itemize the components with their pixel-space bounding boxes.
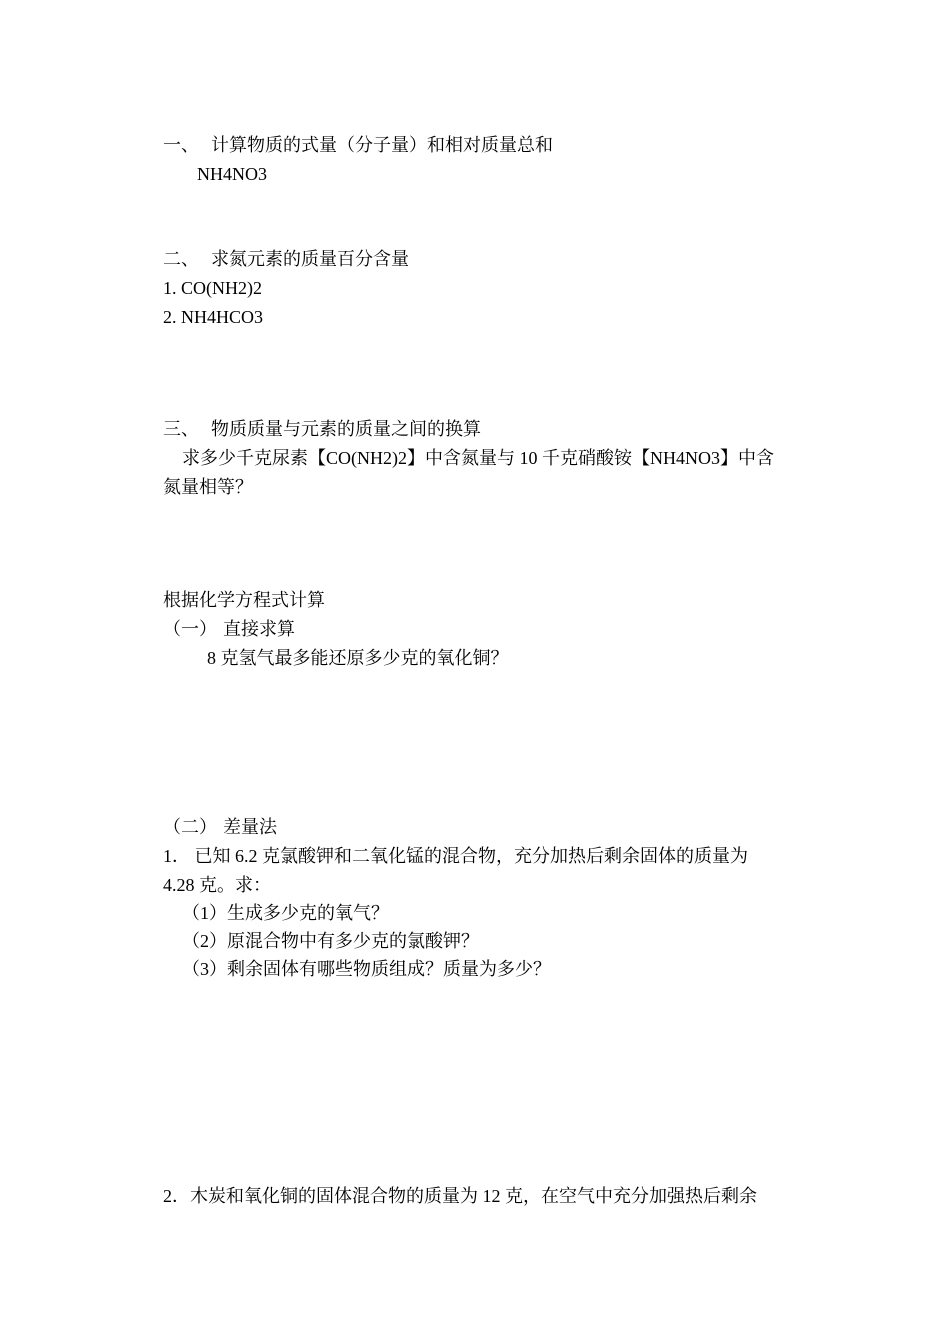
section3-marker: 三、 (163, 419, 199, 439)
section3-heading (163, 416, 481, 442)
section2-item-1: 1. CO(NH2)2 (163, 278, 262, 298)
section1-title: 计算物质的式量（分子量）和相对质量总和 (211, 135, 553, 155)
problem1-part-3: （3）剩余固体有哪些物质组成？质量为多少？ (182, 959, 551, 979)
sub1-marker: （一） (163, 619, 217, 639)
sub2-marker: （二） (163, 817, 217, 837)
section3-question-line-1: 求多少千克尿素【CO(NH2)2】中含氮量与 10 千克硝酸铵【NH4NO3】中含 (182, 448, 774, 468)
section1-marker: 一、 (163, 135, 199, 155)
problem1-part-1: （1）生成多少克的氧气？ (182, 903, 389, 923)
sub1-heading (163, 616, 295, 642)
section2-item-2: 2. NH4HCO3 (163, 307, 264, 327)
sub2-heading (163, 814, 277, 840)
problem2-line-1: 2．木炭和氧化铜的固体混合物的质量为 12 克，在空气中充分加强热后剩余 (163, 1186, 757, 1206)
section4-heading: 根据化学方程式计算 (163, 590, 325, 610)
section1-item: NH4NO3 (197, 164, 267, 184)
sub2-title: 差量法 (223, 817, 277, 837)
sub1-title: 直接求算 (223, 619, 295, 639)
sub1-question: 8 克氢气最多能还原多少克的氧化铜？ (207, 648, 509, 668)
section3-title: 物质质量与元素的质量之间的换算 (211, 419, 481, 439)
problem1-part-2: （2）原混合物中有多少克的氯酸钾？ (182, 931, 479, 951)
section2-marker: 二、 (163, 249, 199, 269)
section3-question-line-2: 氮量相等？ (163, 477, 253, 497)
section1-heading (163, 132, 553, 158)
problem1-line-1: 1． 已知 6.2 克氯酸钾和二氧化锰的混合物，充分加热后剩余固体的质量为 (163, 846, 748, 866)
section2-title: 求氮元素的质量百分含量 (211, 249, 409, 269)
problem1-line-2: 4.28 克。求： (163, 875, 271, 895)
section2-heading (163, 246, 409, 272)
